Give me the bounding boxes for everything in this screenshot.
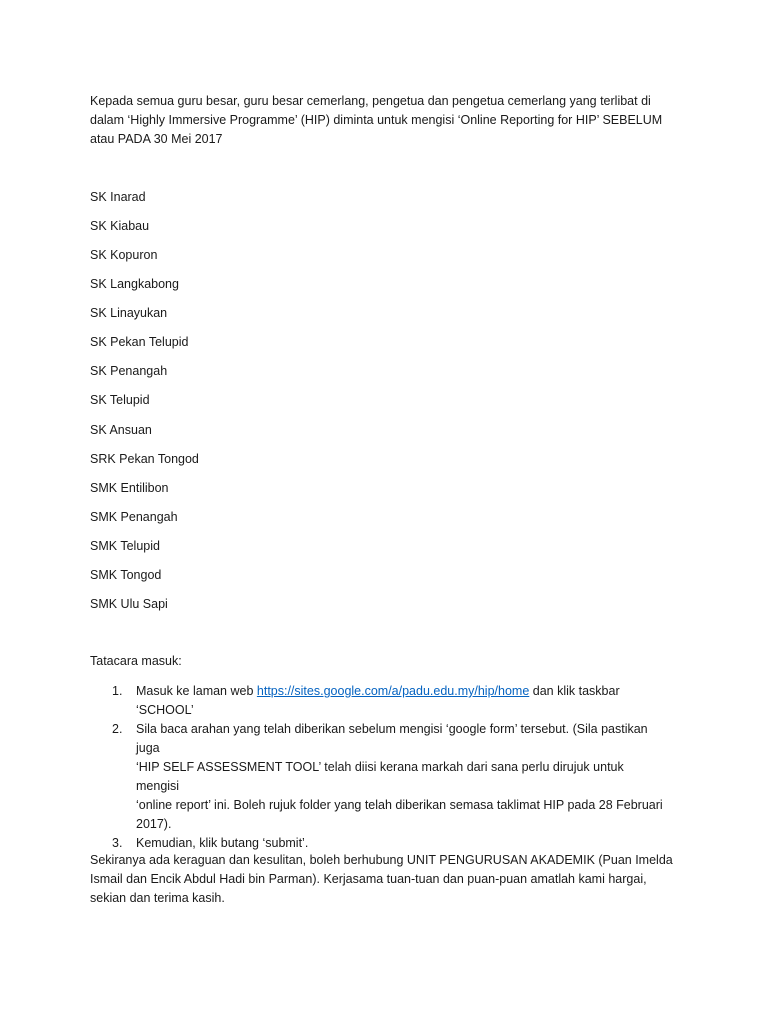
school-item: SK Linayukan — [90, 306, 168, 321]
school-item: SMK Penangah — [90, 509, 178, 524]
school-item: SK Telupid — [90, 393, 150, 408]
instruction-step — [90, 720, 670, 834]
school-item: SK Pekan Telupid — [90, 335, 189, 350]
instruction-step — [90, 682, 670, 720]
school-item: SK Kiabau — [90, 219, 150, 234]
intro-paragraph — [90, 92, 690, 149]
school-item: SK Langkabong — [90, 277, 179, 292]
closing-paragraph — [90, 851, 690, 908]
intro-line: Kepada semua guru besar, guru besar cemerlang, pengetua dan pengetua cemerlang yang terlibat di — [90, 94, 651, 108]
closing-line: sekian dan terima kasih. — [90, 891, 225, 905]
step-line: Kemudian, klik butang ‘submit’. — [136, 836, 309, 850]
school-list — [90, 187, 199, 623]
step-line: ‘online report’ ini. Boleh rujuk folder yang telah diberikan semasa taklimat HIP pada 28 Februari — [136, 798, 663, 812]
step-line: 2017). — [136, 817, 172, 831]
intro-line: dalam ‘Highly Immersive Programme’ (HIP) diminta untuk mengisi ‘Online Reporting for HIP’ SEBELUM — [90, 113, 663, 127]
instructions-heading: Tatacara masuk: — [90, 654, 182, 668]
step-number: 2. — [112, 722, 123, 736]
step-line — [136, 682, 670, 701]
step-line: ‘HIP SELF ASSESSMENT TOOL’ telah diisi kerana markah dari sana perlu dirujuk untuk mengisi — [136, 760, 624, 793]
step-text: dan klik taskbar — [529, 684, 620, 698]
step-text: Masuk ke laman web — [136, 684, 257, 698]
closing-line: Sekiranya ada keraguan dan kesulitan, boleh berhubung UNIT PENGURUSAN AKADEMIK (Puan Imelda — [90, 853, 673, 867]
school-item: SK Ansuan — [90, 422, 152, 437]
school-item: SMK Tongod — [90, 567, 162, 582]
school-item: SMK Ulu Sapi — [90, 596, 168, 611]
step-number: 3. — [112, 836, 123, 850]
step-line: ‘SCHOOL’ — [136, 703, 194, 717]
school-item: SRK Pekan Tongod — [90, 451, 199, 466]
closing-line: Ismail dan Encik Abdul Hadi bin Parman). Kerjasama tuan-tuan dan puan-puan amatlah kami hargai, — [90, 872, 647, 886]
school-item: SK Kopuron — [90, 248, 158, 263]
step-line: Sila baca arahan yang telah diberikan sebelum mengisi ‘google form’ tersebut. (Sila pastikan juga — [136, 722, 648, 755]
school-item: SMK Entilibon — [90, 480, 169, 495]
school-item: SK Inarad — [90, 190, 146, 204]
intro-line: atau PADA 30 Mei 2017 — [90, 132, 223, 146]
school-item: SMK Telupid — [90, 538, 160, 553]
step-number: 1. — [112, 684, 123, 698]
hip-site-link[interactable]: https://sites.google.com/a/padu.edu.my/hip/home — [256, 684, 530, 698]
school-item: SK Penangah — [90, 364, 168, 379]
instruction-steps — [90, 682, 670, 853]
